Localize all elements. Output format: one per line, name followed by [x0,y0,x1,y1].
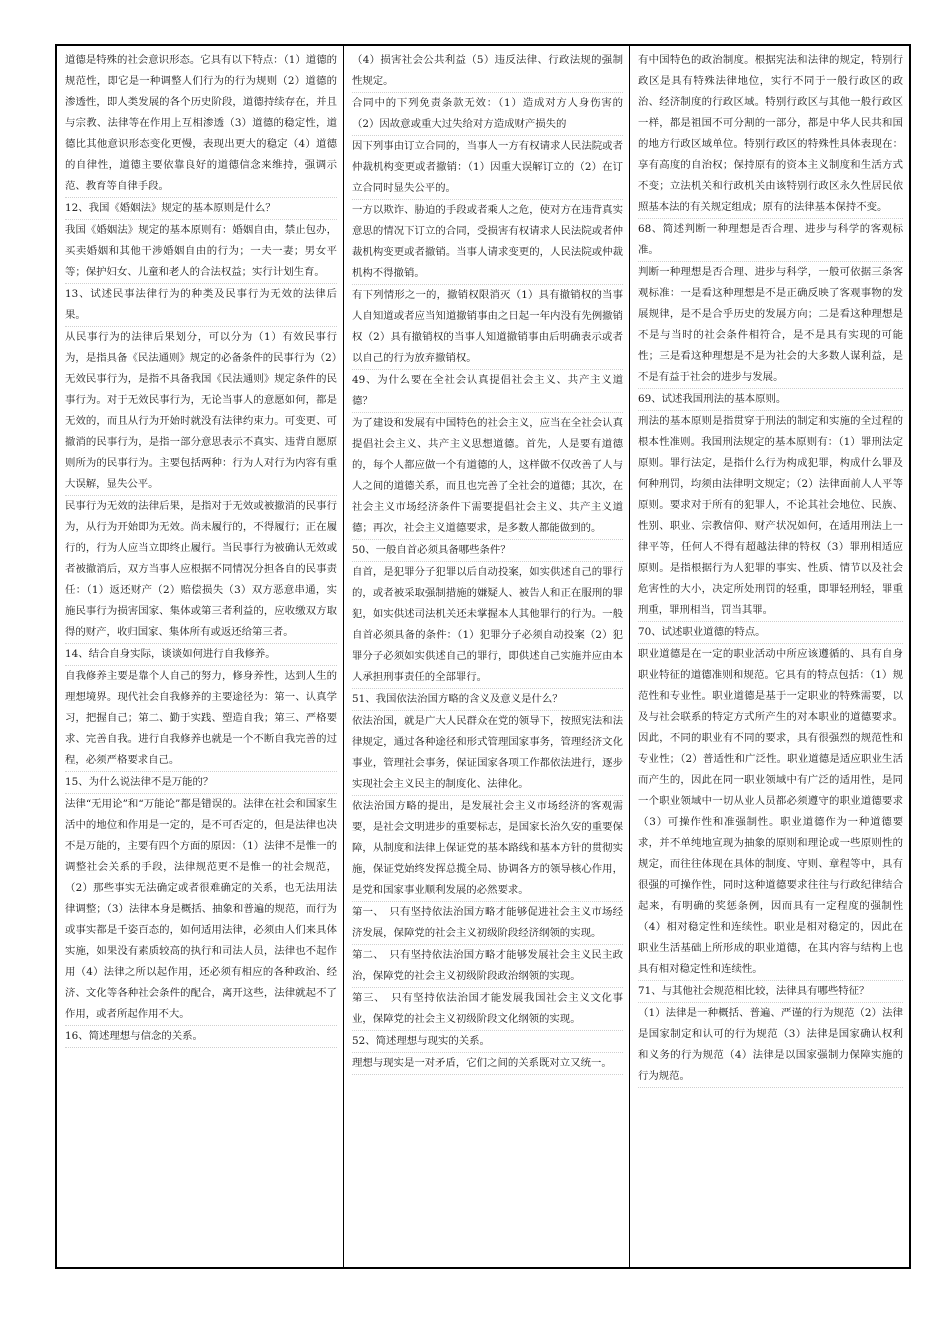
paragraph: 为了建设和发展有中国特色的社会主义，应当在全社会认真提倡社会主义、共产主义思想道德。首先，人是要有道德的，每个人都应做一个有道德的人，这样做不仅改善了人与人之间的道德关系，而且也完善了全社会的道德；其次，在社会主义市场经济条件下需要提倡社会主义、共产主义道德；再次，社会主义道德要求，是多数人都能做到的。 [352,413,623,540]
paragraph: 因下列事由订立合同的，当事人一方有权请求人民法院或者仲裁机构变更或者撤销：（1）因重大误解订立的（2）在订立合同时显失公平的。 [352,136,623,200]
question-heading: 51、我国依法治国方略的含义及意义是什么？ [352,689,623,711]
question-heading: 71、与其他社会规范相比较，法律具有哪些特征？ [638,981,903,1003]
paragraph: （4）损害社会公共利益（5）违反法律、行政法规的强制性规定。 [352,50,623,93]
paragraph: 道德是特殊的社会意识形态。它具有以下特点：（1）道德的规范性，即它是一种调整人们行为的行为规则（2）道德的渗透性，即人类发展的各个历史阶段，道德持续存在，并且与宗教、法律等在作用上互相渗透（3）道德的稳定性，道德比其他意识形态变化更慢，表现出更大的稳定（4）道德的自律性，道德主要依靠良好的道德信念来维持，强调示范、教育等自律手段。 [65,50,337,198]
question-heading: 52、简述理想与现实的关系。 [352,1031,623,1053]
paragraph: 第三、 只有坚持依法治国才能发展我国社会主义文化事业，保障党的社会主义初级阶段文化纲领的实现。 [352,988,623,1031]
question-heading: 50、一般自首必须具备哪些条件？ [352,540,623,562]
question-heading: 14、结合自身实际，谈谈如何进行自我修养。 [65,644,337,666]
paragraph: 自首，是犯罪分子犯罪以后自动投案，如实供述自己的罪行的，或者被采取强制措施的嫌疑人、被告人和正在服刑的罪犯，如实供述司法机关还未掌握本人其他罪行的行为。一般自首必须具备的条件：（1）犯罪分子必须自动投案（2）犯罪分子必须如实供述自己的罪行，即供述自己实施并应由本人承担刑事责任的全部罪行。 [352,562,623,689]
column-middle [343,46,629,1267]
paragraph: 我国《婚姻法》规定的基本原则有：婚姻自由，禁止包办，买卖婚姻和其他干涉婚姻自由的行为；一夫一妻；男女平等；保护妇女、儿童和老人的合法权益；实行计划生育。 [65,220,337,284]
paragraph: 有下列情形之一的，撤销权限消灭（1）具有撤销权的当事人自知道或者应当知道撤销事由之日起一年内没有先例撤销权（2）具有撤销权的当事人知道撤销事由后明确表示或者以自己的行为放弃撤销权。 [352,285,623,370]
column-right [629,46,909,1267]
question-heading: 49、为什么要在全社会认真提倡社会主义、共产主义道德？ [352,370,623,413]
paragraph: 从民事行为的法律后果划分，可以分为（1）有效民事行为，是指具备《民法通则》规定的必备条件的民事行为（2）无效民事行为，是指不具备我国《民法通则》规定条件的民事行为。对于无效民事行为，无论当事人的意愿如何，都是无效的，而且从行为开始时就没有法律约束力。可变更、可撤消的民事行为，是指一部分意思表示不真实、违背自愿原则所为的民事行为。主要包括两种：行为人对行为内容有重大误解，显失公平。 [65,327,337,496]
question-heading: 15、为什么说法律不是万能的？ [65,772,337,794]
paragraph: 第一、 只有坚持依法治国方略才能够促进社会主义市场经济发展，保障党的社会主义初级阶段经济纲领的实现。 [352,902,623,945]
paragraph: 依法治国，就是广大人民群众在党的领导下，按照宪法和法律规定，通过各种途径和形式管理国家事务，管理经济文化事业，管理社会事务，保证国家各项工作都依法进行，逐步实现社会主义民主的制度化、法律化。 [352,711,623,796]
column-left [57,46,343,1267]
paragraph: 法律“无用论”和“万能论”都是错误的。法律在社会和国家生活中的地位和作用是一定的，是不可否定的，但是法律也决不是万能的，主要有四个方面的原因：（1）法律不是惟一的调整社会关系的手段，法律规范更不是惟一的社会规范，（2）那些事实无法确定或者很难确定的关系，也无法用法律调整；（3）法律本身是概括、抽象和普遍的规范，而行为或事实都是千姿百态的，如何适用法律，必须由人们来具体实施，如果没有素质较高的执行和司法人员，法律也不起作用（4）法律之所以起作用，还必须有相应的各种政治、经济、文化等各种社会条件的配合，离开这些，法律就起不了作用，或者所起作用不大。 [65,794,337,1026]
paragraph: 理想与现实是一对矛盾，它们之间的关系既对立又统一。 [352,1053,623,1075]
question-heading: 70、试述职业道德的特点。 [638,622,903,644]
paragraph: 自我修养主要是靠个人自己的努力，修身养性，达到人生的理想境界。现代社会自我修养的主要途径为：第一、认真学习，把握自己；第二、勤于实践、塑造自我；第三、严格要求、完善自我。进行自我修养也就是一个不断自我完善的过程，必须严格要求自己。 [65,666,337,772]
question-heading: 16、简述理想与信念的关系。 [65,1026,337,1048]
paragraph: 有中国特色的政治制度。根据宪法和法律的规定，特别行政区是具有特殊法律地位，实行不同于一般行政区的政治、经济制度的行政区域。特别行政区与其他一般行政区一样，都是祖国不可分割的一部分，都是中华人民共和国的地方行政区域单位。特别行政区的特殊性具体表现在：享有高度的自治权；保持原有的资本主义制度和生活方式不变；立法机关和行政机关由该特别行政区永久性居民依照基本法的有关规定组成；原有的法律基本保持不变。 [638,50,903,219]
paragraph: 刑法的基本原则是指贯穿于刑法的制定和实施的全过程的根本性准则。我国刑法规定的基本原则有：（1）罪刑法定原则。罪行法定，是指什么行为构成犯罪，构成什么罪及何种刑罚，均须由法律明文规定；（2）法律面前人人平等原则。要求对于所有的犯罪人，不论其社会地位、民族、性别、职业、宗教信仰、财产状况如何，在适用刑法上一律平等，任何人不得有超越法律的特权（3）罪刑相适应原则。是指根据行为人犯罪的事实、性质、情节以及社会危害性的大小，决定所处刑罚的轻重，即罪轻刑轻，罪重刑重，罪刑相当，罚当其罪。 [638,411,903,622]
paragraph: 职业道德是在一定的职业活动中所应该遵循的、具有自身职业特征的道德准则和规范。它具有的特点包括：（1）规范性和专业性。职业道德是基于一定职业的特殊需要，以及与社会联系的特定方式所产生的对本职业的道德要求。因此，不同的职业有不同的要求，具有很强烈的规范性和专业性；（2）普适性和广泛性。职业道德是适应职业生活而产生的，因此在同一职业领域中有广泛的适用性，是同一个职业领域中一切从业人员都必须遵守的职业道德要求（3）可操作性和准强制性。职业道德作为一种道德要求，并不单纯地宣现为抽象的原则和理论或一些原则性的规定，而往往体现在具体的制度、守则、章程等中，具有很强的可操作性，同时这种道德要求往往与行政纪律结合起来，有明确的奖惩条例，因而具有一定程度的强制性（4）相对稳定性和连续性。职业是相对稳定的，因此在职业生活基础上所形成的职业道德，在其内容与结构上也具有相对稳定性和连续性。 [638,644,903,981]
three-column-table [55,44,911,1269]
paragraph: 判断一种理想是否合理、进步与科学，一般可依据三条客观标准：一是看这种理想是不是正确反映了客观事物的发展规律，是不是合乎历史的发展方向；二是看这种理想是不是与当时的社会条件相符合，是不是具有实现的可能性；三是看这种理想是不是为社会的大多数人谋利益，是不是有益于社会的进步与发展。 [638,262,903,389]
paragraph: 一方以欺诈、胁迫的手段或者乘人之危，使对方在违背真实意思的情况下订立的合同，受损害有权请求人民法院或者仲裁机构变更或者撤销。当事人请求变更的，人民法院或仲裁机构不得撤销。 [352,200,623,285]
question-heading: 68、简述判断一种理想是否合理、进步与科学的客观标准。 [638,219,903,262]
question-heading: 69、试述我国刑法的基本原则。 [638,389,903,411]
paragraph: 第二、 只有坚持依法治国方略才能够发展社会主义民主政治，保障党的社会主义初级阶段政治纲领的实现。 [352,945,623,988]
paragraph: 合同中的下列免责条款无效：（1）造成对方人身伤害的（2）因故意或重大过失给对方造成财产损失的 [352,93,623,136]
paragraph: 依法治国方略的提出，是发展社会主义市场经济的客观需要，是社会文明进步的重要标志，是国家长治久安的重要保障，从制度和法律上保证党的基本路线和基本方针的贯彻实施，保证党始终发挥总揽全局、协调各方的领导核心作用，是党和国家事业顺利发展的必然要求。 [352,796,623,902]
paragraph: 民事行为无效的法律后果，是指对于无效或被撤消的民事行为，从行为开始即为无效。尚未履行的，不得履行；正在履行的，行为人应当立即终止履行。当民事行为被确认无效或者被撤消后，双方当事人应根据不同情况分担各自的民事责任：（1）返还财产（2）赔偿损失（3）双方恶意串通，实施民事行为损害国家、集体或第三者利益的，应收缴双方取得的财产，收归国家、集体所有或返还给第三者。 [65,496,337,644]
question-heading: 12、我国《婚姻法》规定的基本原则是什么？ [65,198,337,220]
question-heading: 13、试述民事法律行为的种类及民事行为无效的法律后果。 [65,284,337,327]
paragraph: （1）法律是一种概括、普遍、严谨的行为规范（2）法律是国家制定和认可的行为规范（3）法律是国家确认权利和义务的行为规范（4）法律是以国家强制力保障实施的行为规范。 [638,1003,903,1088]
